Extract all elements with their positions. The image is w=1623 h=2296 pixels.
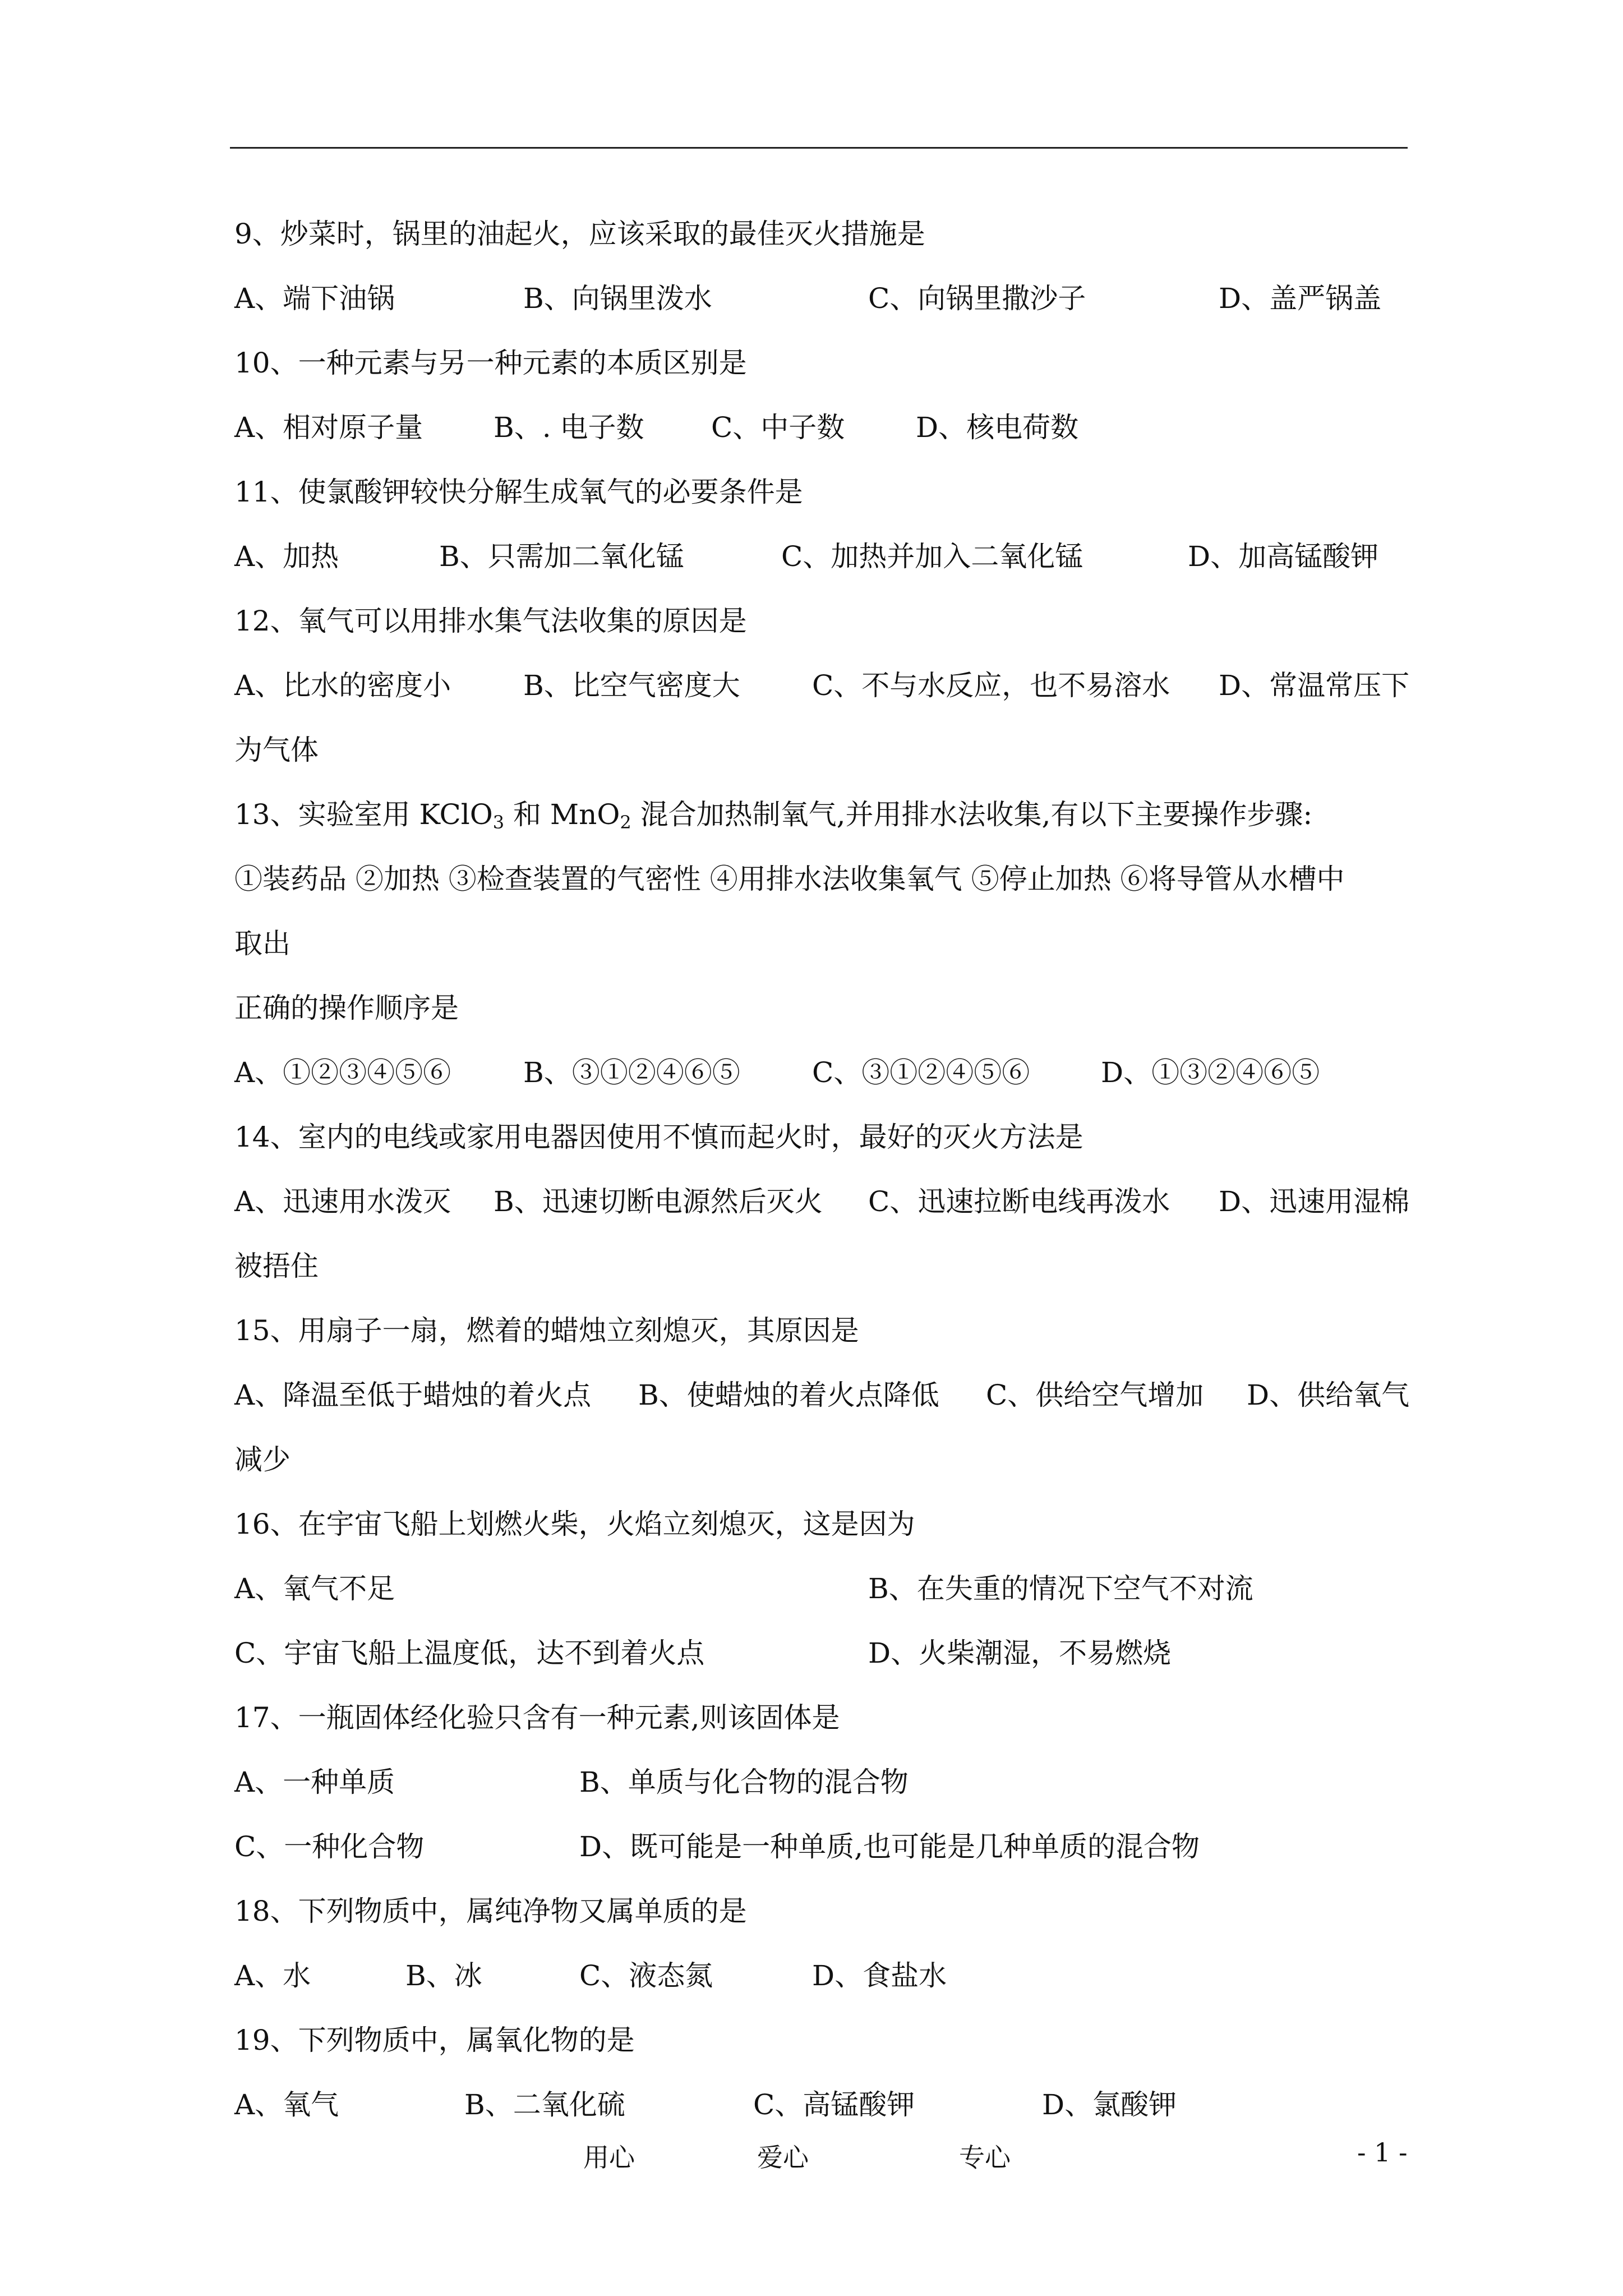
question-15-option-d: D、供给氧气 [1247, 1379, 1410, 1411]
question-16-option-c: C、宇宙飞船上温度低，达不到着火点 [234, 1637, 705, 1669]
question-13-option-c: C、③①②④⑤⑥ [812, 1056, 1030, 1089]
question-12-stem: 12、氧气可以用排水集气法收集的原因是 [234, 605, 747, 637]
question-14-option-a: A、迅速用水泼灭 [234, 1185, 451, 1218]
question-15-stem: 15、用扇子一扇，燃着的蜡烛立刻熄灭，其原因是 [234, 1314, 859, 1347]
question-12-option-d: D、常温常压下 [1219, 669, 1410, 702]
question-10-option-a: A、相对原子量 [234, 411, 423, 444]
question-10-option-c: C、中子数 [711, 411, 845, 444]
question-14-options [234, 1170, 1410, 1234]
footer-item-3: 专心 [959, 2142, 1011, 2173]
question-12-options [234, 654, 1410, 718]
question-18-option-b: B、冰 [405, 1959, 482, 1992]
question-11-option-d: D、加高锰酸钾 [1188, 540, 1379, 573]
question-10-stem: 10、一种元素与另一种元素的本质区别是 [234, 347, 747, 379]
question-15-option-a: A、降温至低于蜡烛的着火点 [234, 1379, 592, 1411]
question-18-option-d: D、食盐水 [812, 1959, 947, 1992]
question-18-options [234, 1944, 1407, 2008]
question-16-option-a: A、氧气不足 [234, 1572, 395, 1605]
question-15-option-c: C、供给空气增加 [986, 1379, 1204, 1411]
question-12-option-c: C、不与水反应，也不易溶水 [812, 669, 1170, 702]
question-13-option-a: A、①②③④⑤⑥ [234, 1056, 451, 1089]
question-17-stem: 17、一瓶固体经化验只含有一种元素,则该固体是 [234, 1701, 840, 1734]
question-18-option-a: A、水 [234, 1959, 311, 1992]
question-14-stem: 14、室内的电线或家用电器因使用不慎而起火时，最好的灭火方法是 [234, 1121, 1083, 1153]
question-18-option-c: C、液态氮 [579, 1959, 713, 1992]
page-footer [0, 2137, 1623, 2182]
question-16-option-d: D、火柴潮湿，不易燃烧 [868, 1637, 1172, 1669]
question-19-options [234, 2073, 1407, 2137]
question-19-option-b: B、二氧化硫 [464, 2088, 625, 2121]
question-15-continuation: 减少 [234, 1443, 291, 1476]
question-17-options-row2 [234, 1815, 1407, 1879]
question-17-option-d: D、既可能是一种单质,也可能是几种单质的混合物 [579, 1830, 1200, 1863]
question-13-option-d: D、①③②④⑥⑤ [1101, 1056, 1320, 1089]
question-11-option-c: C、加热并加入二氧化锰 [781, 540, 1083, 573]
question-19-option-c: C、高锰酸钾 [753, 2088, 915, 2121]
question-18-stem: 18、下列物质中，属纯净物又属单质的是 [234, 1895, 747, 1927]
question-11-option-a: A、加热 [234, 540, 339, 573]
question-19-option-d: D、氯酸钾 [1042, 2088, 1177, 2121]
question-9-option-b: B、向锅里泼水 [523, 282, 712, 315]
question-16-options-row2 [234, 1621, 1407, 1686]
question-15-options [234, 1363, 1410, 1428]
header-rule [230, 147, 1408, 149]
question-10-option-b: B、. 电子数 [494, 411, 644, 444]
question-9-option-a: A、端下油锅 [234, 282, 395, 315]
question-12-option-a: A、比水的密度小 [234, 669, 451, 702]
question-14-continuation: 被捂住 [234, 1250, 319, 1282]
question-19-stem: 19、下列物质中，属氧化物的是 [234, 2024, 635, 2056]
question-17-option-a: A、一种单质 [234, 1766, 395, 1798]
question-11-stem: 11、使氯酸钾较快分解生成氧气的必要条件是 [234, 476, 803, 508]
question-13-options [234, 1041, 1407, 1105]
question-19-option-a: A、氧气 [234, 2088, 339, 2121]
page-number: - 1 - [1357, 2137, 1408, 2168]
question-10-option-d: D、核电荷数 [916, 411, 1079, 444]
question-9-option-c: C、向锅里撒沙子 [868, 282, 1086, 315]
question-17-option-b: B、单质与化合物的混合物 [579, 1766, 909, 1798]
question-16-options-row1 [234, 1557, 1407, 1621]
question-13-steps: ①装药品 ②加热 ③检查装置的气密性 ④用排水法收集氧气 ⑤停止加热 ⑥将导管从水槽中 [234, 863, 1345, 895]
footer-item-1: 用心 [583, 2142, 635, 2173]
question-16-stem: 16、在宇宙飞船上划燃火柴，火焰立刻熄灭，这是因为 [234, 1508, 915, 1540]
question-13-prompt: 正确的操作顺序是 [234, 992, 459, 1024]
question-9-options [234, 266, 1407, 331]
question-17-options-row1 [234, 1750, 1407, 1815]
question-12-option-b: B、比空气密度大 [523, 669, 740, 702]
question-17-option-c: C、一种化合物 [234, 1830, 425, 1863]
footer-item-2: 爱心 [757, 2142, 809, 2173]
question-15-option-b: B、使蜡烛的着火点降低 [638, 1379, 939, 1411]
question-12-continuation: 为气体 [234, 734, 319, 766]
question-11-option-b: B、只需加二氧化锰 [439, 540, 684, 573]
question-14-option-b: B、迅速切断电源然后灭火 [494, 1185, 823, 1218]
question-14-option-d: D、迅速用湿棉 [1219, 1185, 1410, 1218]
question-14-option-c: C、迅速拉断电线再泼水 [868, 1185, 1170, 1218]
question-9-option-d: D、盖严锅盖 [1219, 282, 1382, 315]
question-9-stem: 9、炒菜时，锅里的油起火，应该采取的最佳灭火措施是 [234, 218, 925, 250]
question-11-options [234, 524, 1407, 589]
question-13-option-b: B、③①②④⑥⑤ [523, 1056, 740, 1089]
question-10-options [234, 395, 1407, 460]
question-13-stem: 13、实验室用 KClO$_3$ 和 MnO$_2$ 混合加热制氧气,并用排水法收集,有以下主要操作步骤: [234, 798, 1313, 833]
question-13-steps-continuation: 取出 [234, 927, 291, 960]
question-16-option-b: B、在失重的情况下空气不对流 [868, 1572, 1253, 1605]
question-list [234, 202, 1410, 2137]
